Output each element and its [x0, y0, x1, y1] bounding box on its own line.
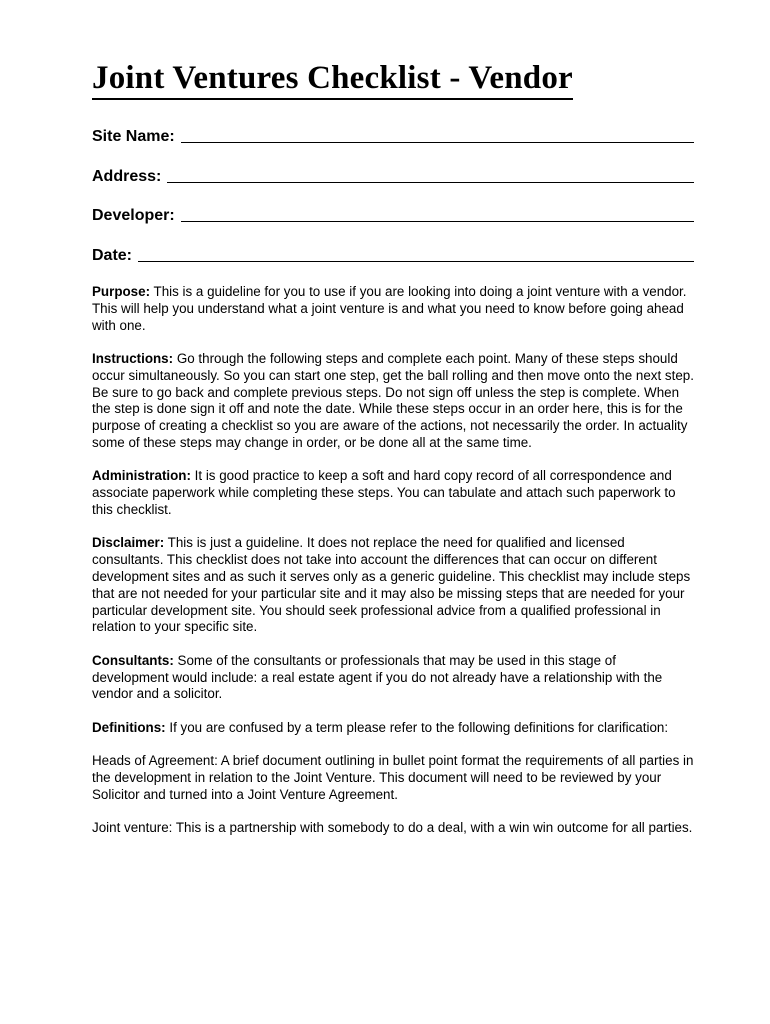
instructions-text: Go through the following steps and complete each point. Many of these steps should occur simultaneously. So you can start one step, get the ball rolling and then move onto the next step. Be sure to go back and complete previous steps. Do not sign off unless the step is complete. When the step is done sign it off and note the date. While these steps occur in an order here, this is for the purpose of creating a checklist so you are aware of the actions, not necessarily the order. In actuality some of these steps may change in order, or be done all at the same time. — [92, 350, 694, 450]
disclaimer-heading: Disclaimer: — [92, 535, 165, 551]
date-blank-line[interactable] — [138, 260, 694, 262]
document-title: Joint Ventures Checklist - Vendor — [92, 58, 573, 100]
purpose-paragraph — [92, 284, 694, 334]
developer-blank-line[interactable] — [181, 220, 694, 222]
definitions-heading: Definitions: — [92, 719, 166, 735]
date-label: Date: — [92, 246, 133, 264]
consultants-heading: Consultants: — [92, 652, 174, 668]
site-name-label: Site Name: — [92, 128, 175, 145]
administration-heading: Administration: — [92, 468, 191, 484]
date-field — [92, 245, 694, 265]
purpose-heading: Purpose: — [92, 284, 151, 299]
disclaimer-text: This is just a guideline. It does not replace the need for qualified and licensed consultants. This checklist does not take into account the differences that can occur on different development sites and as such it serves only as a generic guideline. This checklist may include steps that are not needed for your particular site and it may also be missing steps that are needed for your particular development site. You should seek professional advice from a qualified professional in relation to your specific site. — [92, 535, 691, 635]
document-body — [92, 284, 694, 837]
developer-label: Developer: — [92, 207, 175, 224]
joint-venture-paragraph: Joint venture: This is a partnership with somebody to do a deal, with a win win outcome for all parties. — [92, 820, 693, 836]
purpose-text: This is a guideline for you to use if you are looking into doing a joint venture with a vendor. This will help you understand what a joint venture is and what you need to know before going ahead with one. — [92, 284, 687, 333]
administration-text: It is good practice to keep a soft and hard copy record of all correspondence and associate paperwork while completing these steps. You can tabulate and attach such paperwork to this checklist. — [92, 468, 676, 517]
consultants-paragraph — [92, 653, 694, 703]
instructions-paragraph — [92, 351, 694, 452]
address-label: Address: — [92, 167, 162, 185]
developer-field — [92, 205, 694, 225]
form-fields — [92, 126, 694, 265]
address-blank-line[interactable] — [167, 181, 694, 183]
definitions-text: If you are confused by a term please refer to the following definitions for clarification: — [165, 719, 669, 735]
administration-paragraph — [92, 468, 694, 518]
disclaimer-paragraph — [92, 535, 694, 636]
heads-of-agreement-paragraph: Heads of Agreement: A brief document outlining in bullet point format the requirements of all parties in the development in relation to the Joint Venture. This document will need to be reviewed by your Solicitor and turned into a Joint Venture Agreement. — [92, 753, 694, 802]
definitions-paragraph — [92, 720, 694, 737]
site-name-blank-line[interactable] — [181, 141, 694, 143]
instructions-heading: Instructions: — [92, 350, 174, 366]
consultants-text: Some of the consultants or professionals that may be used in this stage of development would include: a real estate agent if you do not already have a relationship with the vendor and a solicitor. — [92, 652, 663, 702]
site-name-field — [92, 126, 694, 146]
address-field — [92, 166, 694, 186]
document-page — [92, 58, 694, 853]
